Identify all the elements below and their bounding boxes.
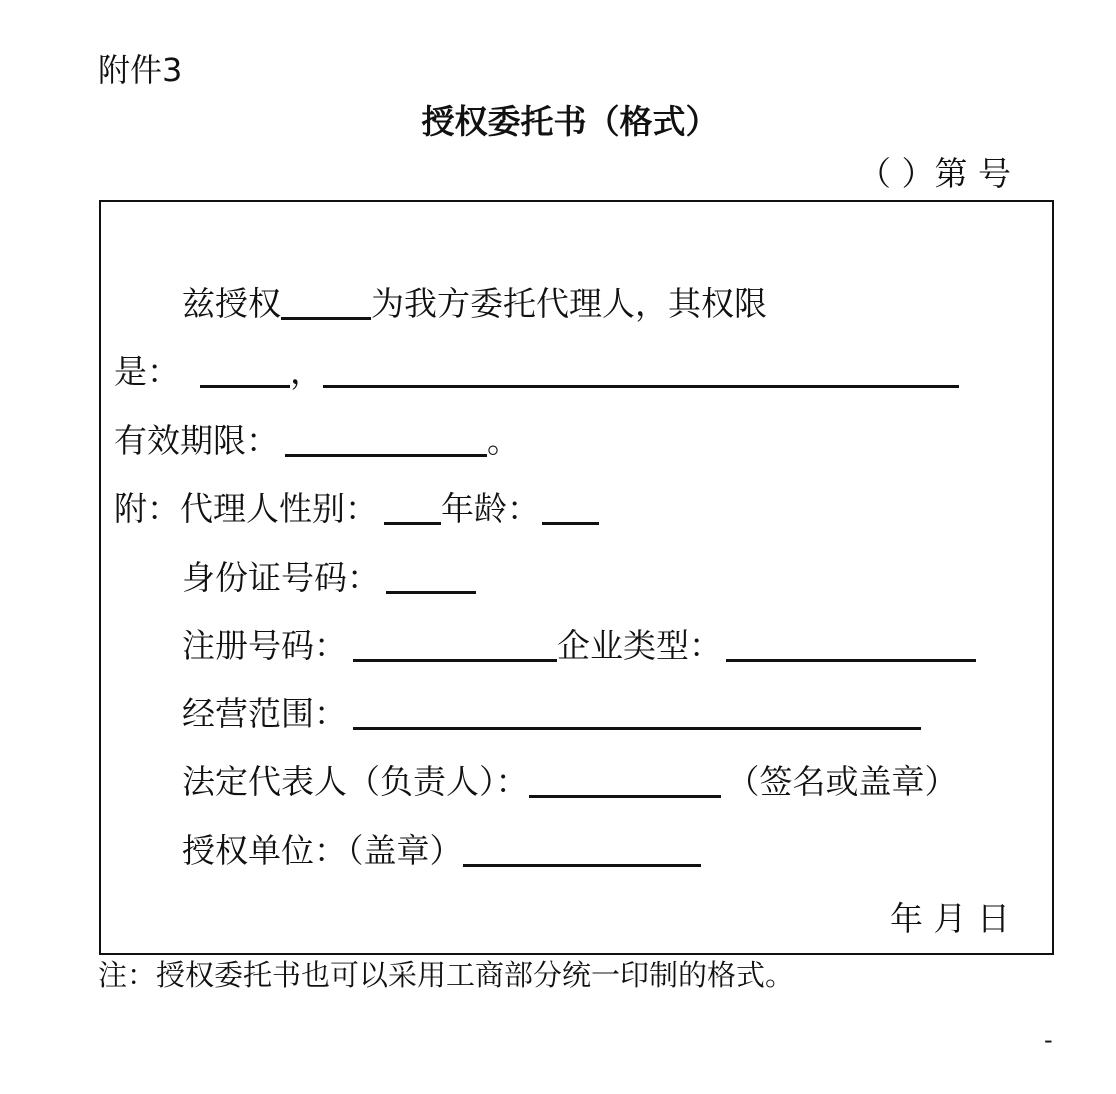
agent-gender-label: 代理人性别：	[180, 489, 378, 528]
legal-representative-line	[182, 760, 958, 804]
date-line	[890, 897, 1010, 941]
authority-label: 是：	[114, 352, 180, 391]
comma-separator: ，	[290, 352, 323, 391]
business-scope-label: 经营范围：	[182, 694, 347, 733]
id-number-field[interactable]	[386, 561, 476, 594]
scope-of-authority-line	[114, 350, 959, 394]
authorization-line	[182, 282, 767, 326]
agent-info-line	[114, 487, 599, 531]
authorizing-unit-field[interactable]	[463, 834, 701, 867]
validity-period-mark: 。	[487, 421, 520, 460]
legal-representative-field[interactable]	[529, 765, 721, 798]
agent-gender-field[interactable]	[384, 492, 441, 525]
validity-line	[114, 419, 520, 463]
footnote: 注：授权委托书也可以采用工商部分统一印制的格式。	[98, 958, 795, 992]
legal-representative-label: 法定代表人（负责人）：	[182, 762, 529, 801]
registration-number-label: 注册号码：	[182, 626, 347, 665]
agent-age-field[interactable]	[542, 492, 599, 525]
document-title: 授权委托书（格式）	[421, 102, 719, 141]
authority-field-long[interactable]	[323, 355, 959, 388]
company-type-field[interactable]	[726, 629, 976, 662]
authorizing-unit-label: 授权单位：（盖章）	[182, 831, 463, 870]
signature-or-seal-note: （签名或盖章）	[726, 762, 958, 801]
id-number-label: 身份证号码：	[182, 558, 380, 597]
date-label: 年 月 日	[890, 899, 1010, 938]
validity-field[interactable]	[285, 424, 487, 457]
agent-name-field[interactable]	[281, 287, 371, 320]
authorizing-unit-line	[182, 829, 701, 873]
document-number: （ ）第 号	[858, 154, 1011, 193]
validity-label: 有效期限：	[114, 421, 279, 460]
company-type-label: 企业类型：	[557, 626, 722, 665]
registration-number-field[interactable]	[353, 629, 557, 662]
registration-line	[182, 624, 976, 668]
agent-age-label: 年龄：	[441, 489, 540, 528]
attachment-prefix: 附：	[114, 489, 180, 528]
authorize-prefix: 兹授权	[182, 284, 281, 323]
business-scope-line	[182, 692, 921, 736]
id-number-line	[182, 556, 476, 600]
page-mark: -	[1044, 1026, 1053, 1054]
business-scope-field[interactable]	[353, 697, 921, 730]
authority-field-short[interactable]	[200, 355, 290, 388]
authorize-suffix: 为我方委托代理人，其权限	[371, 284, 767, 323]
attachment-label: 附件3	[98, 51, 183, 89]
